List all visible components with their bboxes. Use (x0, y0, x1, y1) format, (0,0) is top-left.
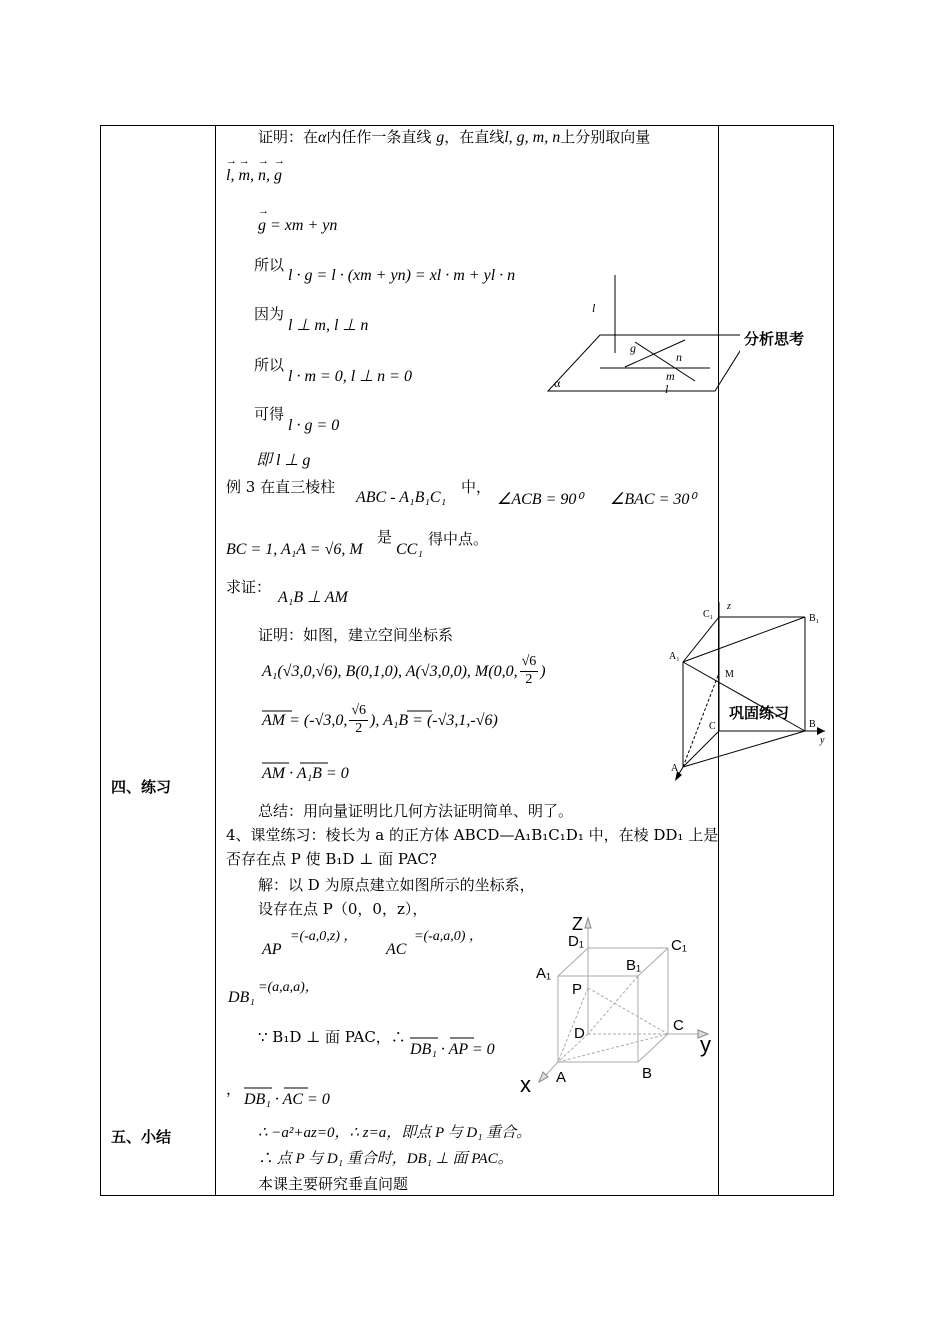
exercise4-ap: AP (262, 941, 282, 958)
exercise4-dot2: DB₁ · AC = 0 (244, 1091, 330, 1108)
svg-text:m: m (666, 369, 675, 383)
proof1-so1: 所以 (254, 256, 285, 274)
proof1-intro: 证明：在α内任作一条直线 g，在直线l, g, m, n上分别取向量 (258, 128, 651, 146)
svg-text:A₁: A₁ (536, 965, 552, 982)
example3-dot: AM · A₁B = 0 (262, 765, 349, 782)
proof1-vectors: → l, → m, → n, → g (226, 166, 282, 185)
exercise4-ap-val: =(-a,0,z) ， (290, 929, 358, 944)
side-note-analysis: 分析思考 (744, 330, 805, 348)
exercise4-comma: ， (226, 1080, 242, 1098)
proof1-get: 可得 (254, 405, 285, 423)
example3-mid: 得中点。 (428, 530, 489, 548)
proof1-conclusion: 即 l ⊥ g (256, 452, 311, 469)
section-practice: 四、练习 (111, 778, 172, 796)
svg-text:α: α (554, 376, 561, 390)
exercise4-sol1: 解：以 D 为原点建立如图所示的坐标系， (258, 876, 535, 894)
vector-bars-4 (244, 1085, 314, 1091)
section-summary: 五、小结 (111, 1128, 172, 1146)
proof1-eq1: → g = xm + yn (258, 216, 337, 235)
example3-angle2: ∠BAC = 30⁰ (610, 491, 696, 508)
proof1-eq2: l · g = l · (xm + yn) = xl · m + yl · n (288, 267, 516, 284)
exercise4-ac: AC (386, 941, 407, 958)
svg-text:C₁: C₁ (703, 609, 714, 620)
exercise4-res1: ∴ −a²+az=0，∴ z=a，即点 P 与 D₁ 重合。 (258, 1125, 532, 1141)
example3-shi: 是 (377, 528, 393, 546)
exercise4-line1: 4、课堂练习：棱长为 a 的正方体 ABCD—A₁B₁C₁D₁ 中，在棱 DD₁ 上是 (226, 826, 719, 844)
svg-text:A₁: A₁ (669, 651, 680, 662)
exercise4-db1: DB₁ (228, 989, 255, 1006)
column-divider-1 (215, 126, 216, 1195)
exercise4-sol2: 设存在点 P（0，0，z）， (258, 900, 428, 918)
proof1-so2: 所以 (254, 356, 285, 374)
exercise4-dot1: DB₁ · AP = 0 (410, 1041, 495, 1058)
proof1-eq4: l · m = 0, l ⊥ n = 0 (288, 368, 412, 385)
figure-plane-lines (540, 275, 740, 400)
exercise4-because: ∵ B₁D ⊥ 面 PAC，∴ (258, 1028, 406, 1046)
example3-summary: 总结：用向量证明比几何方法证明简单、明了。 (258, 802, 574, 820)
figure-prism (665, 597, 835, 787)
vector-bars-1 (262, 708, 432, 714)
example3-zhong: 中， (461, 478, 492, 496)
svg-text:D₁: D₁ (568, 933, 584, 950)
svg-text:y: y (700, 1032, 711, 1057)
proof1-eq5: l · g = 0 (288, 417, 340, 434)
svg-text:C: C (709, 721, 716, 732)
figure-cube (518, 910, 728, 1100)
svg-text:A: A (671, 763, 679, 774)
svg-text:D: D (574, 1025, 585, 1042)
svg-text:n: n (676, 350, 682, 364)
svg-text:x: x (520, 1072, 531, 1097)
svg-text:C₁: C₁ (671, 937, 687, 954)
svg-text:B₁: B₁ (626, 957, 642, 974)
exercise4-summary: 本课主要研究垂直问题 (258, 1175, 409, 1193)
side-note-consolidate: 巩固练习 (729, 704, 790, 722)
example3-coords: A₁(√3,0,√6), B(0,1,0), A(√3,0,0), M(0,0, $\frac{√6}{2}$ ) (262, 654, 546, 687)
proof1-eq3: l ⊥ m, l ⊥ n (288, 317, 369, 334)
svg-text:l: l (665, 382, 669, 396)
svg-text:B: B (809, 719, 816, 730)
example3-prism: ABC - A₁B₁C₁ (356, 489, 447, 506)
exercise4-res2: ∴ 点 P 与 D₁ 重合时，DB₁ ⊥ 面 PAC。 (258, 1151, 513, 1167)
svg-text:A: A (556, 1069, 567, 1086)
svg-text:P: P (572, 981, 583, 998)
svg-text:g: g (630, 341, 636, 355)
svg-text:B: B (642, 1065, 653, 1082)
svg-text:B₁: B₁ (809, 613, 820, 624)
example3-prove-label: 求证： (226, 578, 272, 596)
exercise4-line2: 否存在点 P 使 B₁D ⊥ 面 PAC? (226, 850, 437, 868)
example3-label: 例 3 在直三棱柱 (226, 478, 336, 496)
example3-proof-intro: 证明：如图，建立空间坐标系 (258, 626, 454, 644)
example3-angle1: ∠ACB = 90⁰ (497, 491, 583, 508)
vector-bars-3 (410, 1035, 480, 1041)
exercise4-db1-val: =(a,a,a)， (258, 980, 319, 995)
svg-text:y: y (820, 735, 825, 746)
proof1-because: 因为 (254, 305, 285, 323)
svg-text:C: C (673, 1017, 684, 1034)
svg-text:M: M (725, 669, 734, 680)
example3-cond: BC = 1, A₁A = √6, M (226, 541, 363, 558)
example3-prove: A₁B ⊥ AM (278, 589, 348, 606)
svg-text:Z: Z (572, 914, 583, 934)
vector-bars-2 (262, 760, 332, 766)
example3-vectors: AM = (-√3,0, $\frac{√6}{2}$ ), A₁B = (-√3,1,-√6) (262, 703, 498, 736)
svg-text:l: l (592, 301, 596, 315)
svg-text:z: z (727, 601, 731, 612)
exercise4-ac-val: =(-a,a,0) ， (414, 929, 483, 944)
example3-cc1: CC₁ (396, 541, 423, 558)
